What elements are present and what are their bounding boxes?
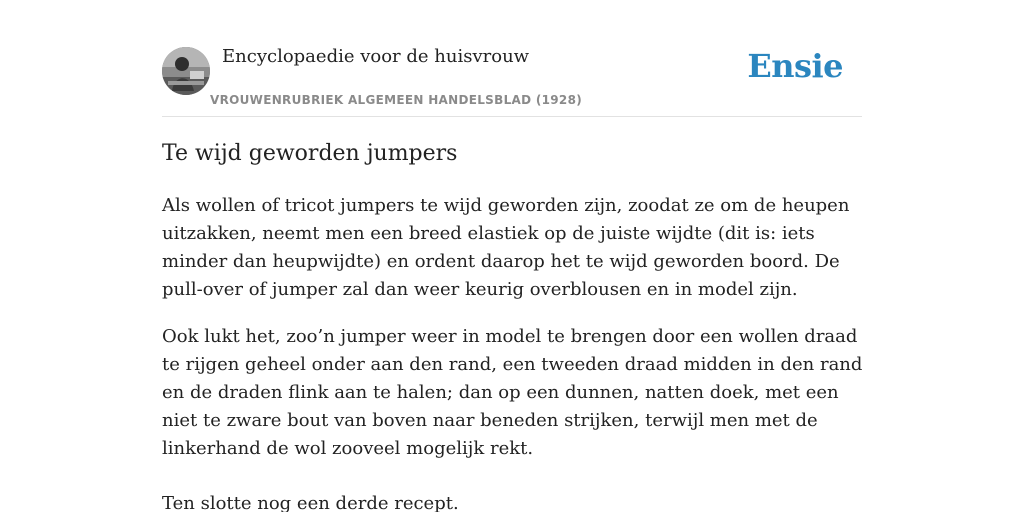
article-paragraph: Als wollen of tricot jumpers te wijd geworden zijn, zoodat ze om de heupen uitzakken, neemt men een breed elastiek op de juiste wijdte (dit is: iets minder dan heupwijdte) en ordent daarop het te wijd geworden boord. De pull-over of jumper zal dan weer keurig overblousen en in model zijn. xyxy=(162,195,850,300)
article-title: Te wijd geworden jumpers xyxy=(162,141,458,166)
header xyxy=(162,0,862,117)
avatar-photo-icon xyxy=(162,47,210,95)
site-subtitle[interactable]: VROUWENRUBRIEK ALGEMEEN HANDELSBLAD (1928) xyxy=(210,93,583,107)
article-container xyxy=(162,0,863,512)
article-paragraph: Ook lukt het, zoo’n jumper weer in model te brengen door een wollen draad te rijgen geheel onder aan den rand, een tweeden draad midden in den rand en de draden flink aan te halen; dan op een dunnen, natten doek, met een niet te zware bout van boven naar beneden strijken, terwijl men met de linkerhand de wol zooveel mogelijk rekt. xyxy=(162,326,863,459)
article-paragraph: Ten slotte nog een derde recept. xyxy=(162,493,459,512)
brand-logo[interactable]: Ensie xyxy=(747,47,843,85)
avatar[interactable] xyxy=(162,47,210,95)
site-title[interactable]: Encyclopaedie voor de huisvrouw xyxy=(222,46,530,67)
